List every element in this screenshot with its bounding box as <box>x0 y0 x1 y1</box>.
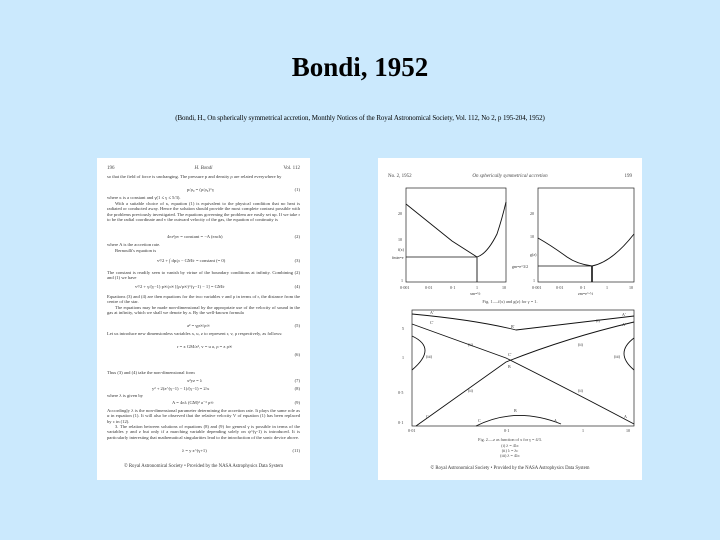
paragraph: Thus (3) and (4) take the non-dimensional form <box>107 370 195 375</box>
paragraph: Let us introduce new dimensionless variables x, u, z to represent r, v, ρ respectively, as follows: <box>107 331 283 336</box>
svg-text:(ii): (ii) <box>468 342 473 347</box>
paragraph: 3. The relation between solutions of equations (8) and (9) for general γ is possible in terms of the variables y and z but only if a marching variable depending solely on ψ^(γ-1) is introduced. It is particularly interesting that mathematical singularities lead to the introduction of the sonic device above. <box>107 424 300 440</box>
svg-text:20: 20 <box>398 211 402 216</box>
svg-text:0·5: 0·5 <box>398 390 404 395</box>
svg-text:0·1: 0·1 <box>450 285 456 290</box>
svg-text:(i): (i) <box>596 318 600 323</box>
paragraph: Equations (3) and (4) are then equations for the two variables v and ρ in terms of r, the distance from the centre of the star. <box>107 294 300 305</box>
paragraph: Accordingly λ is the non-dimensional parameter determining the accretion rate. It plays the same role as α in equation (1). It will also be observed that the relative velocity V of equation (1) has been replaced by c in (12). <box>107 408 300 424</box>
slide-title: Bondi, 1952 <box>291 52 429 82</box>
paragraph: where κ is a constant and γ(1 ≤ γ ≤ 5/3). <box>107 195 181 200</box>
chart-f-of-x <box>392 184 512 299</box>
paragraph: Bernoulli's equation is <box>115 248 157 253</box>
svg-text:20: 20 <box>530 211 534 216</box>
svg-text:(ii): (ii) <box>578 388 583 393</box>
running-header: On spherically symmetrical accretion <box>472 174 548 179</box>
svg-text:10: 10 <box>530 234 534 239</box>
svg-text:C: C <box>478 418 481 423</box>
page-number: 199 <box>624 174 632 179</box>
svg-text:1: 1 <box>606 285 608 290</box>
svg-text:A: A <box>624 414 627 419</box>
svg-text:1: 1 <box>582 428 584 433</box>
svg-text:10: 10 <box>626 428 630 433</box>
issue-label: No. 2, 1952 <box>388 174 412 179</box>
equation-number: (4) <box>294 284 300 289</box>
figure-2-caption: Fig. 2.—z as function of x for γ = 4/3. <box>478 437 542 442</box>
volume-label: Vol. 112 <box>283 166 300 171</box>
left-page-scan <box>97 158 310 480</box>
equation: a² = γp∞/ρ∞ <box>187 323 210 328</box>
svg-text:(iii): (iii) <box>614 354 620 359</box>
right-page-scan <box>378 158 642 480</box>
figure-2-legend-ii: (ii) λ = λc <box>501 448 519 453</box>
svg-text:(ii): (ii) <box>578 342 583 347</box>
svg-text:A': A' <box>622 322 626 327</box>
svg-text:(ii): (ii) <box>468 388 473 393</box>
chart-z-of-x <box>386 308 638 436</box>
svg-text:(iii): (iii) <box>426 354 432 359</box>
svg-text:C: C <box>426 414 429 419</box>
citation: (Bondi, H., On spherically symmetrical accretion, Monthly Notices of the Royal Astronomical Society, Vol. 112, No 2, p 195-204, 1952) <box>175 114 545 122</box>
equation-number: (7) <box>294 378 300 383</box>
svg-text:A': A' <box>430 310 434 315</box>
svg-text:0·1: 0·1 <box>580 285 586 290</box>
equation: r = x GM/a², v = u a, ρ = z ρ∞ <box>177 344 233 349</box>
equation: p/ρ₀ = (ρ/ρ₀)^γ <box>187 187 215 192</box>
page-number: 196 <box>107 166 115 171</box>
figure-1-caption: Fig. 1.—f(x) and g(z) for γ = 1. <box>482 299 538 304</box>
equation-number: (3) <box>294 258 300 263</box>
equation-number: (9) <box>294 400 300 405</box>
figure-2-legend-iii: (iii) λ = 4λc <box>500 453 520 458</box>
equation-number: (5) <box>294 323 300 328</box>
svg-text:gm=e^3/2: gm=e^3/2 <box>512 264 529 269</box>
svg-text:B: B <box>514 408 517 413</box>
svg-text:1: 1 <box>476 285 478 290</box>
svg-text:0·01: 0·01 <box>408 428 416 433</box>
paragraph: The constant is readily seen to vanish by virtue of the boundary conditions at infinity. Combining (2) and (1) we have <box>107 270 300 281</box>
equation: v²/2 + γ/(γ−1) p∞/ρ∞ [(ρ/ρ∞)^(γ−1) − 1] = GM/r <box>135 284 225 289</box>
svg-text:C': C' <box>508 352 512 357</box>
paragraph: where λ is given by <box>107 393 143 398</box>
svg-text:0·01: 0·01 <box>425 285 433 290</box>
running-header: H. Bondi <box>194 166 213 171</box>
svg-text:xm=½: xm=½ <box>470 291 481 296</box>
svg-text:5: 5 <box>402 326 404 331</box>
chart-g-of-z <box>512 184 637 299</box>
svg-text:0·01: 0·01 <box>556 285 564 290</box>
svg-text:f(x): f(x) <box>398 247 404 252</box>
equation: x²yz = λ <box>187 378 203 383</box>
svg-text:0·001: 0·001 <box>400 285 410 290</box>
page-footer: © Royal Astronomical Society • Provided by the NASA Astrophysics Data System <box>124 464 283 469</box>
svg-text:fmin=e: fmin=e <box>392 255 404 260</box>
equation-number: (1) <box>294 187 300 192</box>
svg-text:B: B <box>508 364 511 369</box>
paragraph: With a suitable choice of κ, equation (1) is equivalent to the physical condition that no heat is radiated or conducted away. Hence the solution should provide the most complete contrast possible with the problems previously investigated. The equations governing the problem are easily set up. If we take r to be the radial coordinate and v the outward velocity of the gas, the equation of continuity is <box>107 201 300 223</box>
equation-number: (11) <box>292 448 300 453</box>
svg-text:10: 10 <box>502 285 506 290</box>
equation-number: (2) <box>294 234 300 239</box>
equation: y² + 2(z^(γ−1) − 1)/(γ−1) = 2/x <box>152 386 210 391</box>
equation: λ = y z^(γ+1) <box>182 448 207 453</box>
svg-text:0·001: 0·001 <box>532 285 542 290</box>
paragraph: The equations may be made non-dimensional by the appropriate use of the velocity of sound in the gas at infinity, which we shall we denote by a. By the well-known formula <box>107 305 300 316</box>
svg-text:10: 10 <box>398 237 402 242</box>
svg-text:1: 1 <box>401 278 403 283</box>
svg-text:10: 10 <box>629 285 633 290</box>
svg-text:1: 1 <box>533 278 535 283</box>
equation: A = 4πλ (GM)² a⁻³ ρ∞ <box>172 400 214 405</box>
svg-text:1: 1 <box>402 355 404 360</box>
page-footer: © Royal Astronomical Society • Provided by the NASA Astrophysics Data System <box>430 466 590 471</box>
equation: 4πr²ρv = constant = −A (each) <box>167 234 223 239</box>
equation-number: (6) <box>294 352 300 357</box>
paragraph: where A is the accretion rate. <box>107 242 161 247</box>
svg-text:A: A <box>554 418 557 423</box>
equation-number: (8) <box>294 386 300 391</box>
svg-text:g(z): g(z) <box>530 252 537 257</box>
paragraph: so that the field of force is unchanging. The pressure p and density ρ are related everywhere by <box>107 174 282 179</box>
svg-text:B': B' <box>511 324 515 329</box>
equation: v²/2 + ∫ dp/ρ − GM/r = constant (= 0) <box>157 258 226 263</box>
svg-text:C': C' <box>430 320 434 325</box>
figure-2-legend-i: (i) λ = 4λc <box>501 443 519 448</box>
svg-text:0·1: 0·1 <box>504 428 510 433</box>
svg-text:A': A' <box>622 312 626 317</box>
svg-text:0·1: 0·1 <box>398 420 404 425</box>
svg-text:zm=e^-½: zm=e^-½ <box>578 291 594 296</box>
